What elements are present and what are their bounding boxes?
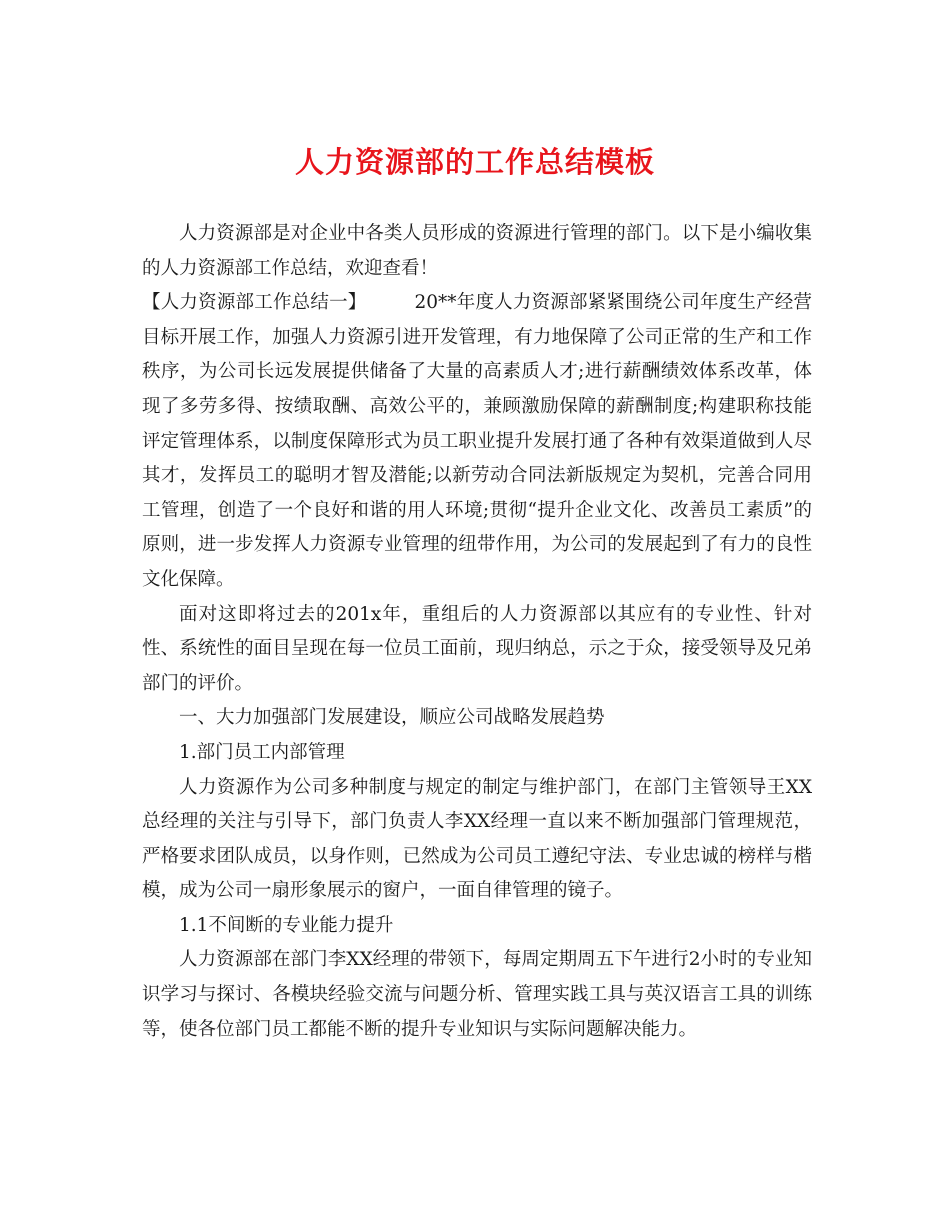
heading-1-1-1: 1.1不间断的专业能力提升 <box>179 914 394 936</box>
document-body <box>142 217 812 1047</box>
document-title: 人力资源部的工作总结模板 <box>294 145 655 179</box>
section-text: 20**年度人力资源部紧紧围绕公司年度生产经营目标开展工作，加强人力资源引进开发管理，有力地保障了公司正常的生产和工作秩序，为公司长远发展提供储备了大量的高素质人才;进行薪酬绩效体系改革，体现了多劳多得、按绩取酬、高效公平的，兼顾激励保障的薪酬制度;构建职称技能评定管理体系，以制度保障形式为员工职业提升发展打通了各种有效渠道做到人尽其才，发挥员工的聪明才智及潜能;以新劳动合同法新版规定为契机，完善合同用工管理，创造了一个良好和谐的用人环境;贯彻“提升企业文化、改善员工素质”的原则，进一步发挥人力资源专业管理的纽带作用，为公司的发展起到了有力的良性文化保障。 <box>142 292 812 590</box>
heading-1: 一、大力加强部门发展建设，顺应公司战略发展趋势 <box>179 707 605 729</box>
heading-1-1: 1.部门员工内部管理 <box>179 741 345 763</box>
training-paragraph: 人力资源部在部门李XX经理的带领下，每周定期周五下午进行2小时的专业知识学习与探讨、各模块经验交流与问题分析、管理实践工具与英汉语言工具的训练等，使各位部门员工都能不断的提升专业知识与实际问题解决能力。 <box>142 949 812 1040</box>
face-paragraph: 面对这即将过去的201x年，重组后的人力资源部以其应有的专业性、针对性、系统性的面目呈现在每一位员工面前，现归纳总，示之于众，接受领导及兄弟部门的评价。 <box>142 603 812 694</box>
section-paragraph <box>142 286 812 597</box>
intro-paragraph: 人力资源部是对企业中各类人员形成的资源进行管理的部门。以下是小编收集的人力资源部工作总结，欢迎查看！ <box>142 223 812 279</box>
section-label: 【人力资源部工作总结一】 <box>142 292 367 314</box>
management-paragraph: 人力资源作为公司多种制度与规定的制定与维护部门，在部门主管领导王XX总经理的关注与引导下，部门负责人李XX经理一直以来不断加强部门管理规范，严格要求团队成员，以身作则，已然成为公司员工遵纪守法、专业忠诚的榜样与楷模，成为公司一扇形象展示的窗户，一面自律管理的镜子。 <box>142 776 812 902</box>
